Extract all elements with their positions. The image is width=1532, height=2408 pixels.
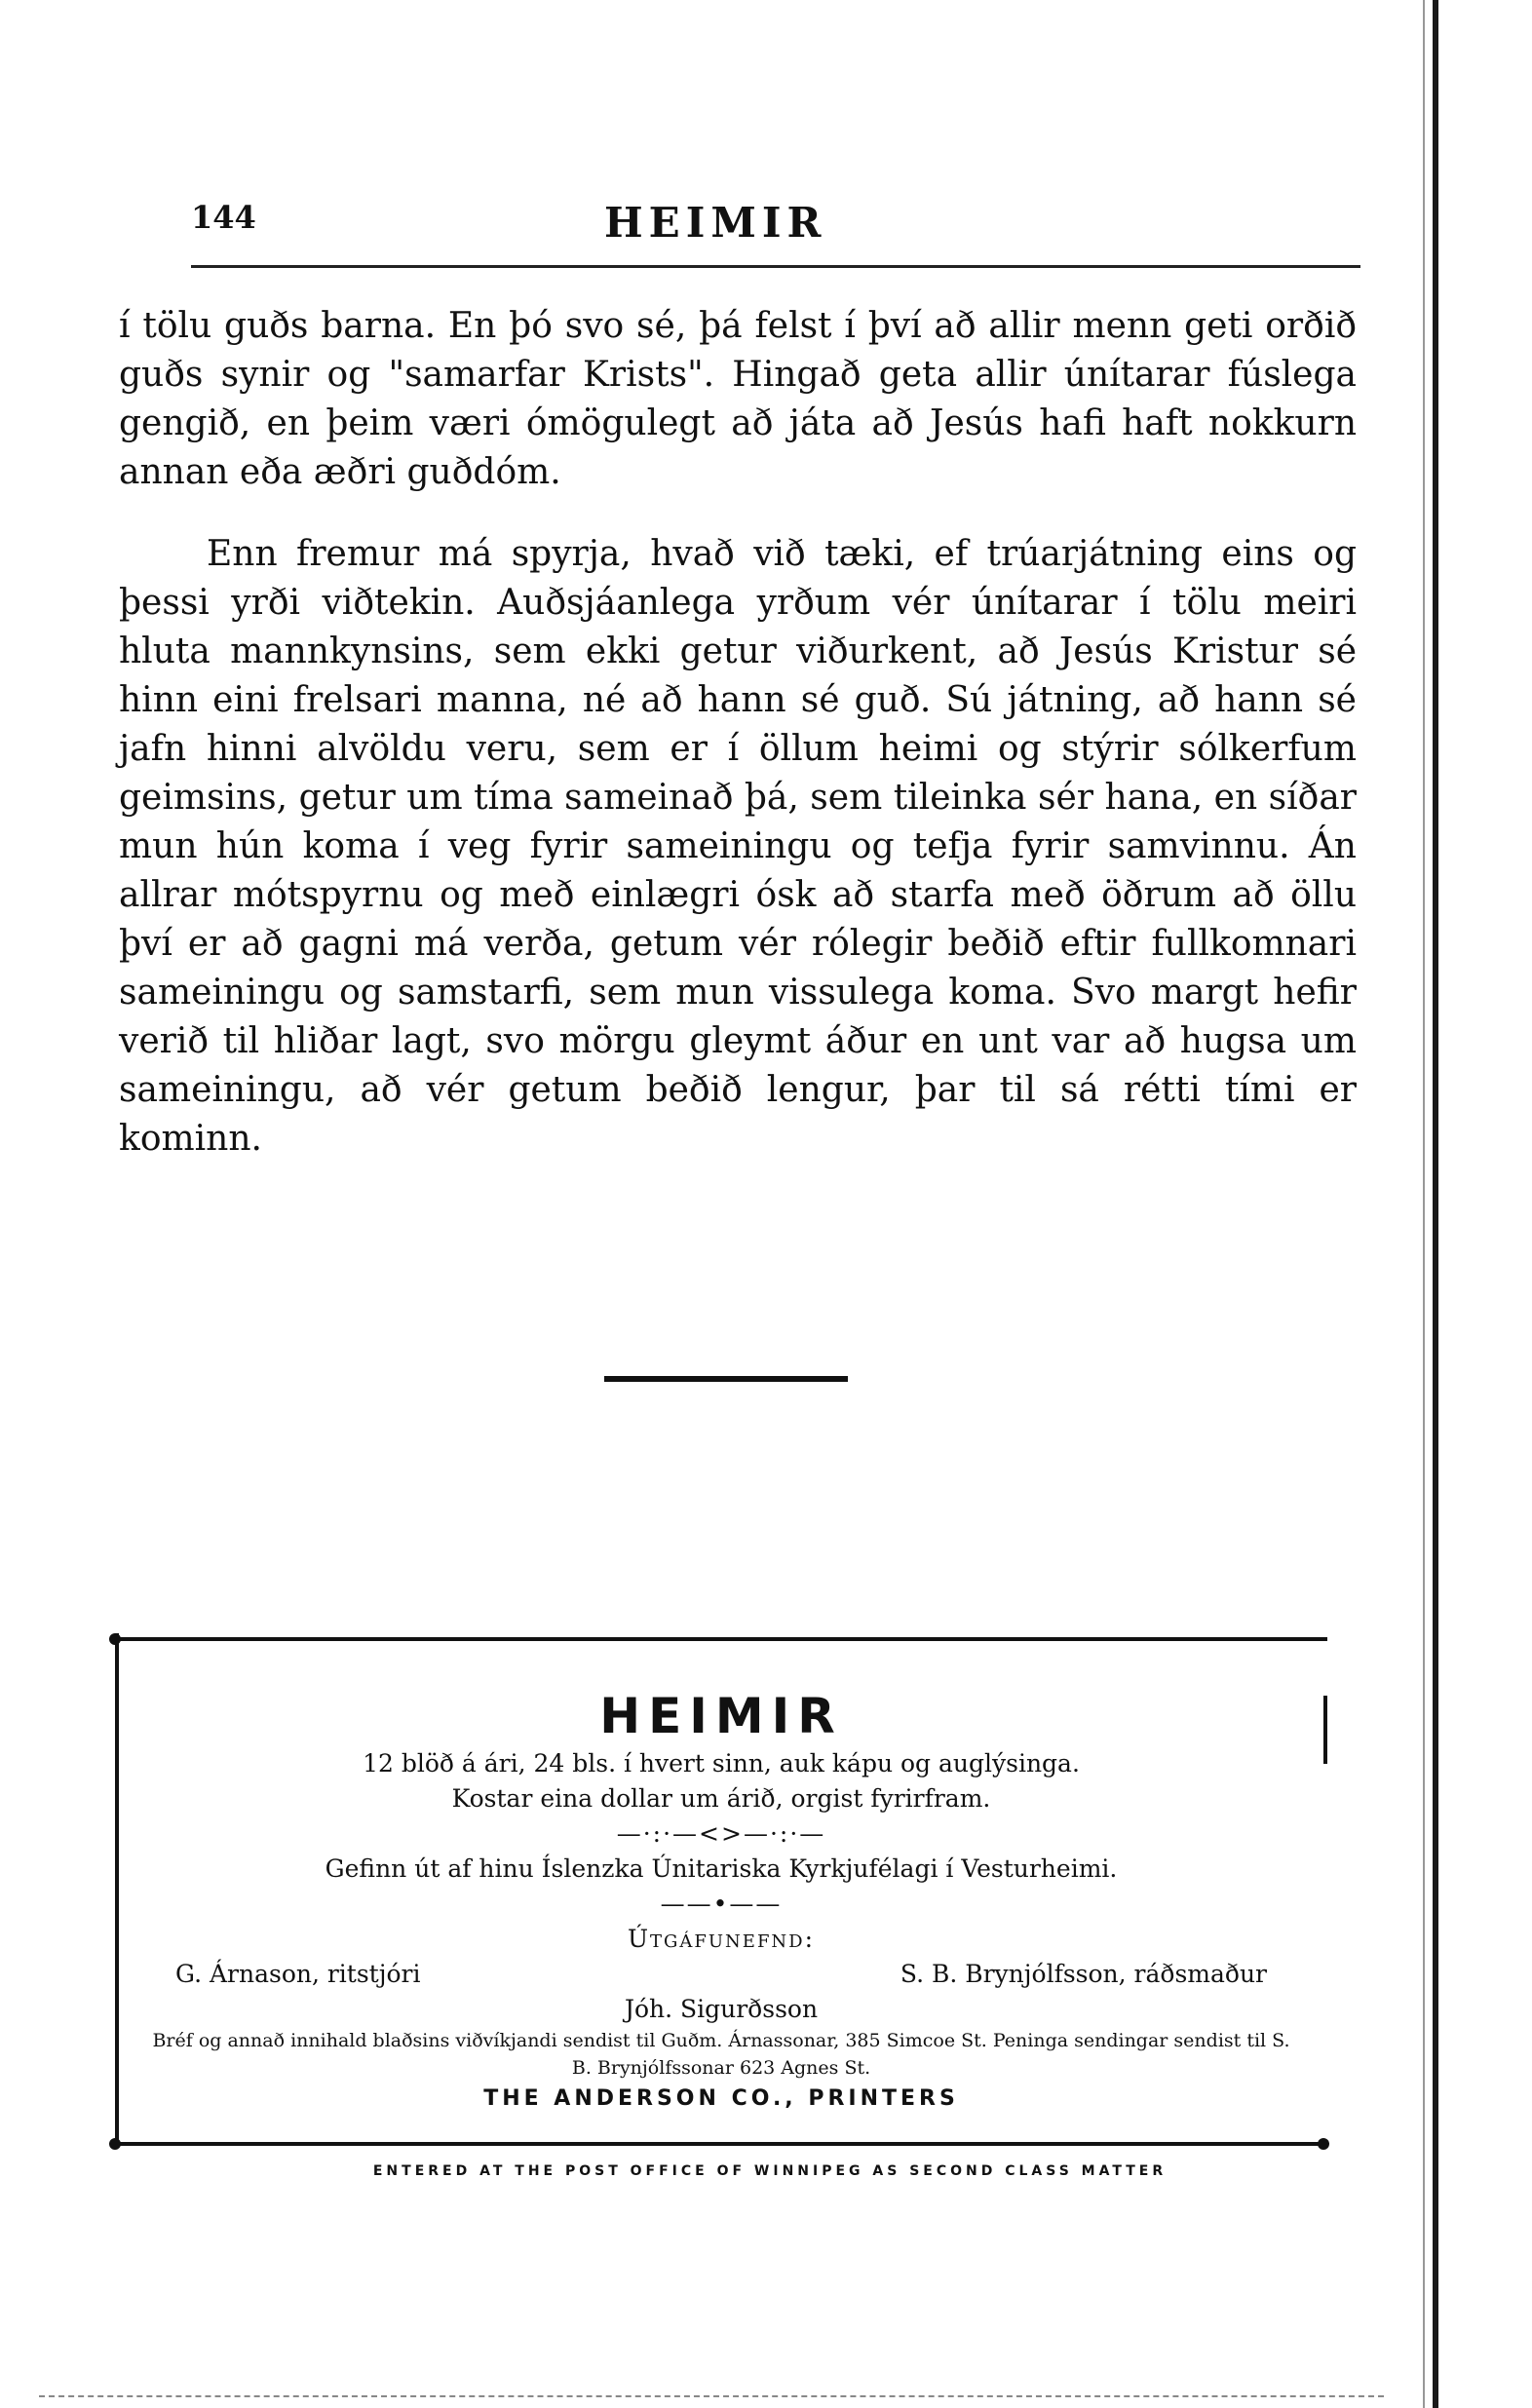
committee-heading: Útgáfunefnd: — [627, 1925, 816, 1953]
header-rule — [191, 265, 1360, 268]
committee-member-name: Jóh. Sigurðsson — [624, 1995, 819, 2023]
body-text — [119, 302, 1357, 1164]
corner-dot — [1318, 2138, 1329, 2150]
section-divider — [604, 1376, 848, 1382]
subscription-line: 12 blöð á ári, 24 bls. í hvert sinn, auk kápu og auglýsinga. — [363, 1749, 1080, 1777]
paragraph: í tölu guðs barna. En þó svo sé, þá felst í því að allir menn geti orðið guðs synir og "samarfar Krists". Hingað geta allir únítarar fúslega gengið, en þeim væri ómögulegt að játa að Jesús hafi haft nokkurn annan eða æðri guðdóm. — [119, 306, 1357, 492]
colophon-top-rule — [119, 1637, 1327, 1641]
paragraph: Enn fremur má spyrja, hvað við tæki, ef trúarjátning eins og þessi yrði viðtekin. Auðsjáanlega yrðum vér únítarar í tölu meiri hluta mannkynsins, sem ekki getur viðurkent, að Jesús Kristur sé hinn eini frelsari manna, né að hann sé guð. Sú játning, að hann sé jafn hinni alvöldu veru, sem er í öllum heimi og stýrir sólkerfum geimsins, getur um tíma sameinað þá, sem tileinka sér hana, en síðar mun hún koma í veg fyrir sameiningu og tefja fyrir samvinnu. Án allrar mótspyrnu og með einlægri ósk að starfa með öðrum að öllu því er að gagni má verða, getum vér rólegir beðið eftir fullkomnari sameiningu og samstarfi, sem mun vissulega koma. Svo margt hefir verið til hliðar lagt, svo mörgu gleymt áður en unt var að hugsa um sameiningu, að vér getum beðið lengur, þar til sá rétti tími er kominn. — [119, 534, 1357, 1159]
publisher-line: Gefinn út af hinu Íslenzka Únitariska Kyrkjufélagi í Vesturheimi. — [325, 1854, 1118, 1883]
ornament: ——•—— — [660, 1890, 783, 1918]
mailing-note: Bréf og annað innihald blaðsins viðvíkjandi sendist til Guðm. Árnassonar, 385 Simcoe St. Peninga sendingar sendist til S. B. Brynjólfssonar 623 Agnes St. — [152, 2030, 1290, 2079]
bottom-edge-dashes — [39, 2395, 1384, 2397]
page-number: 144 — [191, 199, 256, 236]
price-line: Kostar eina dollar um árið, orgist fyrirfram. — [451, 1784, 991, 1813]
running-title: HEIMIR — [604, 199, 827, 247]
page-edge-line — [1433, 0, 1438, 2408]
colophon-box — [146, 1686, 1296, 2117]
ornament: —·:·—<>—·:·— — [616, 1819, 826, 1848]
colophon-bottom-rule — [119, 2142, 1327, 2146]
business-manager-name: S. B. Brynjólfsson, ráðsmaður — [900, 1960, 1267, 1988]
committee-members — [146, 1957, 1296, 1992]
colophon-left-rule — [115, 1633, 119, 2146]
editor-name: G. Árnason, ritstjóri — [175, 1960, 421, 1988]
colophon-right-rule — [1323, 1696, 1327, 1764]
postal-entry-notice: ENTERED AT THE POST OFFICE OF WINNIPEG AS SECOND CLASS MATTER — [372, 2163, 1168, 2179]
printer-credit: THE ANDERSON CO., PRINTERS — [483, 2086, 959, 2111]
corner-dot — [109, 2138, 121, 2150]
page-edge-line-faint — [1423, 0, 1425, 2408]
corner-dot — [109, 1633, 121, 1645]
colophon-title: HEIMIR — [599, 1688, 843, 1744]
